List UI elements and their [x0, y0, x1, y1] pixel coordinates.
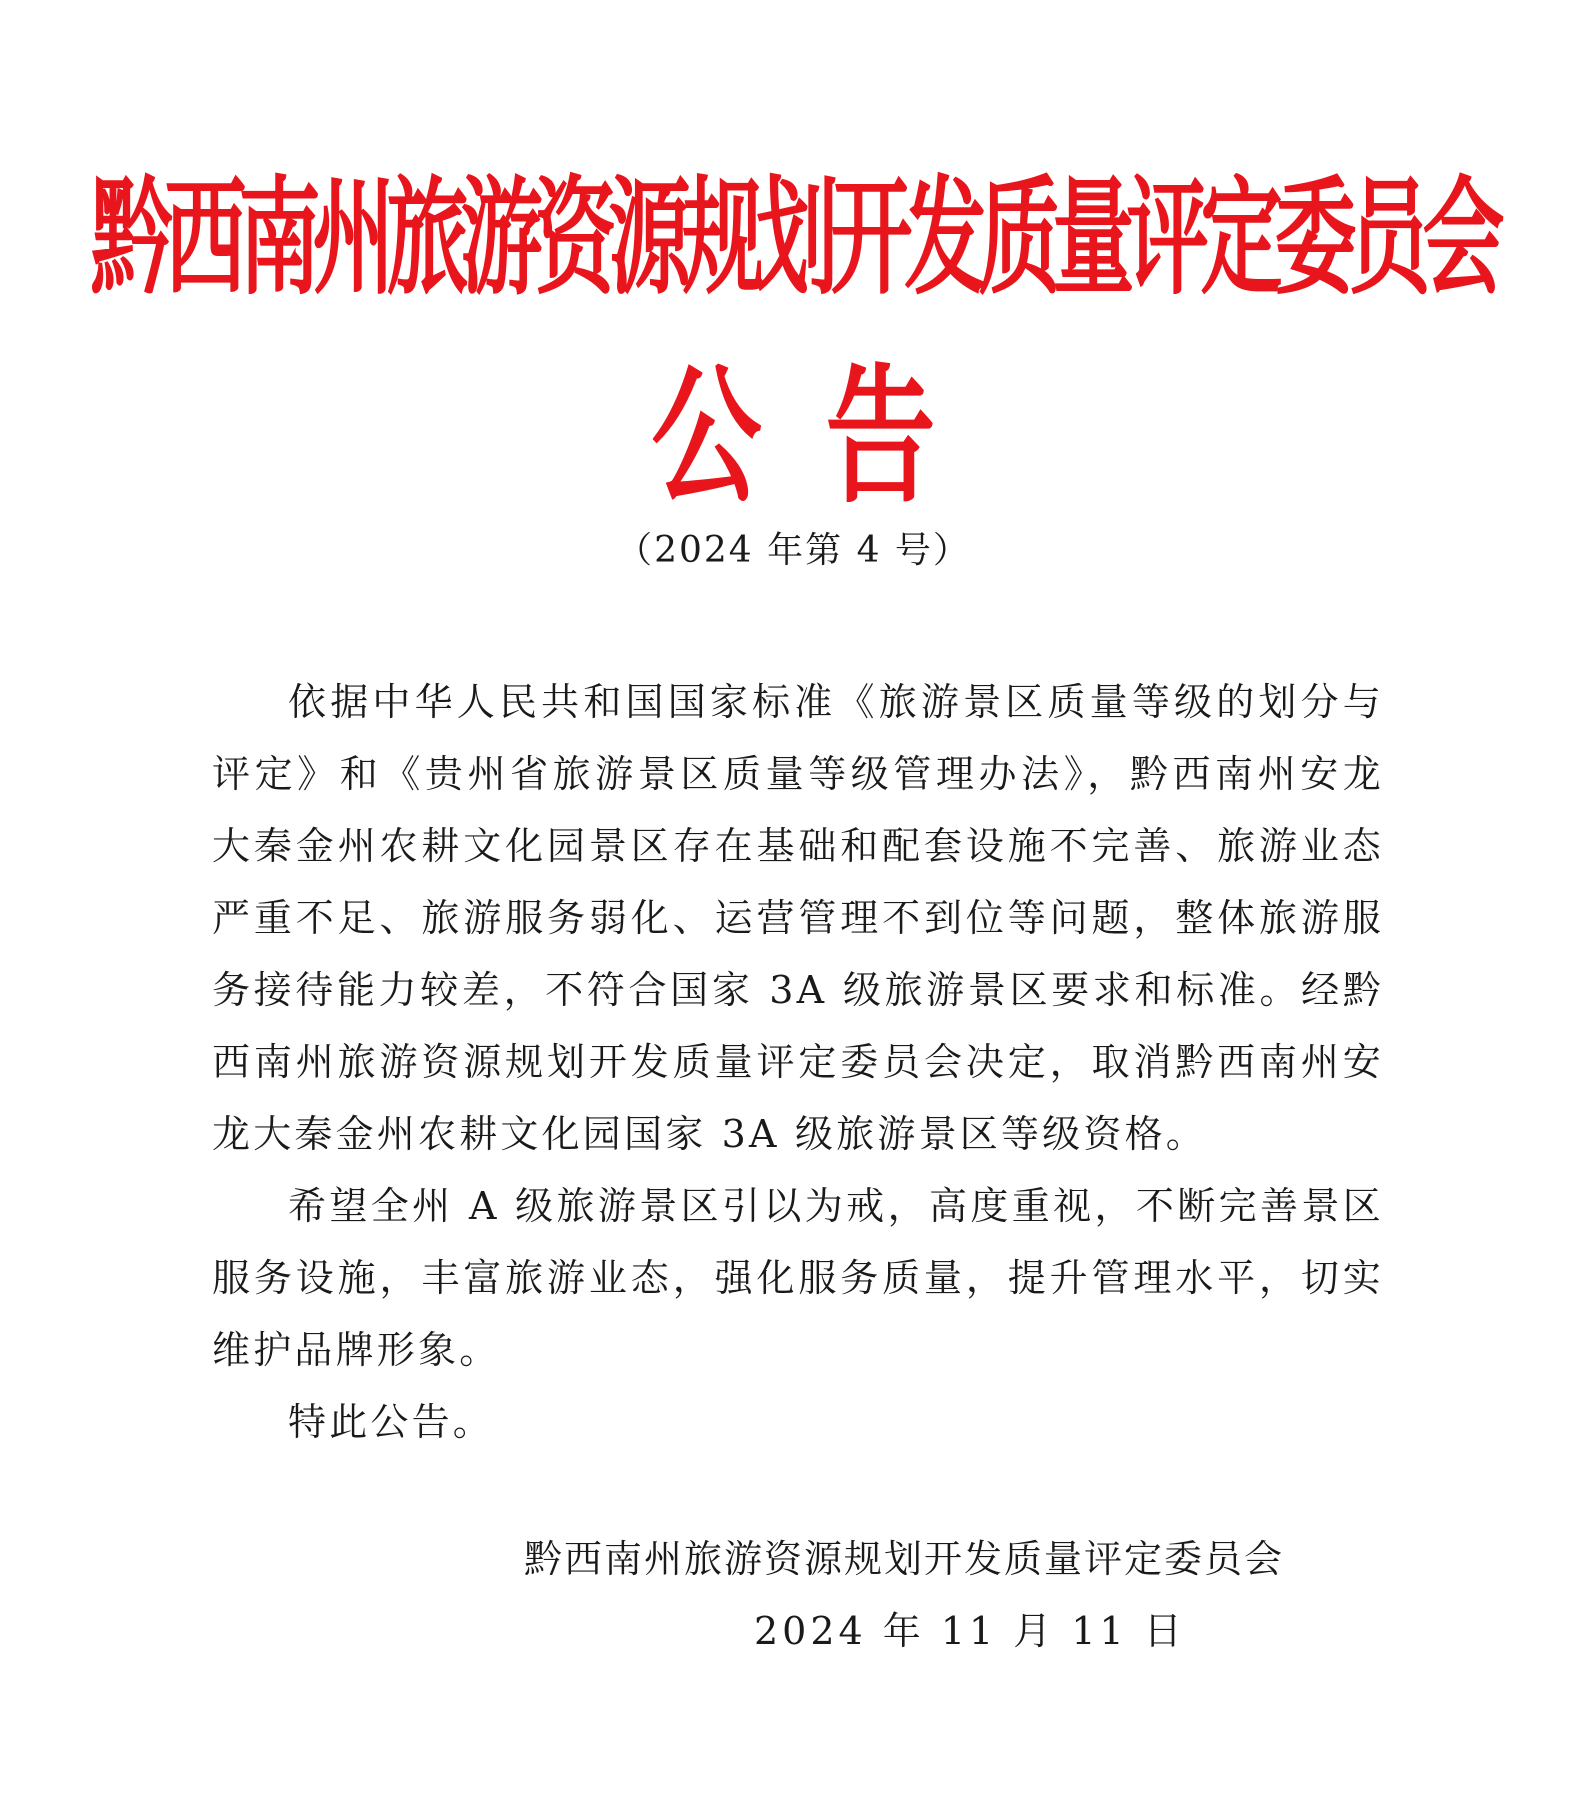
signature-date: 2024 年 11 月 11 日: [754, 1609, 1186, 1653]
body-paragraph-2: 希望全州 A 级旅游景区引以为戒，高度重视，不断完善景区服务设施，丰富旅游业态，强化服务质量，提升管理水平，切实维护品牌形象。: [212, 1184, 1384, 1372]
signature-organization: 黔西南州旅游资源规划开发质量评定委员会: [524, 1537, 1285, 1581]
body-paragraph-3: 特此公告。: [288, 1400, 495, 1444]
notice-title: 公告: [651, 349, 1000, 524]
issuer-title: 黔西南州旅游资源规划开发质量评定委员会: [90, 164, 1497, 314]
document-number: （2024 年第 4 号）: [616, 530, 971, 571]
notice-body: [212, 666, 1384, 1458]
body-paragraph-1: 依据中华人民共和国国家标准《旅游景区质量等级的划分与评定》和《贵州省旅游景区质量等级管理办法》，黔西南州安龙大秦金州农耕文化园景区存在基础和配套设施不完善、旅游业态严重不足、旅游服务弱化、运营管理不到位等问题，整体旅游服务接待能力较差，不符合国家 3A 级旅游景区要求和标准。经黔西南州旅游资源规划开发质量评定委员会决定，取消黔西南州安龙大秦金州农耕文化园国家 3A 级旅游景区等级资格。: [212, 680, 1384, 1156]
